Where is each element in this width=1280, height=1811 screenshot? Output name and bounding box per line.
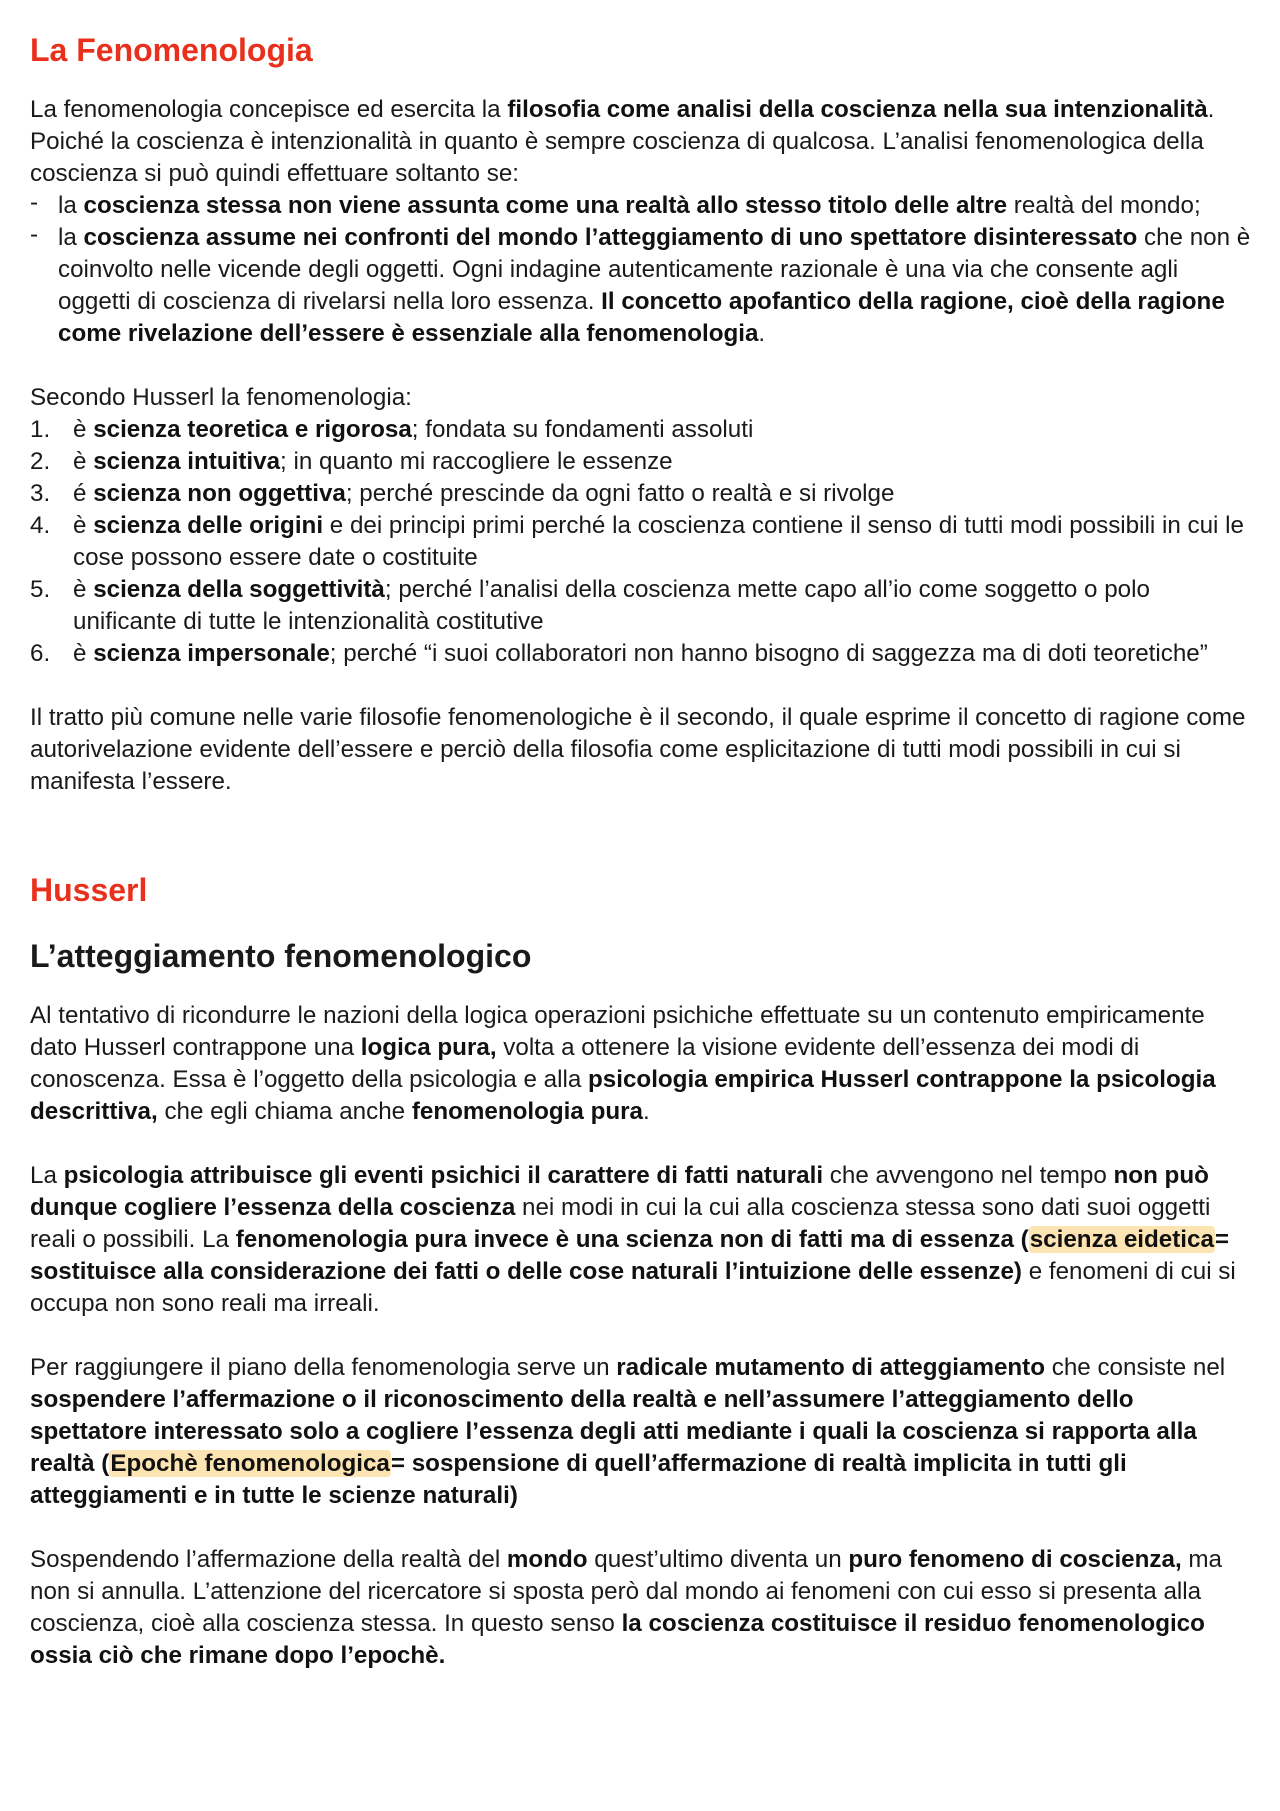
- condition-item: - la coscienza stessa non viene assunta come una realtà allo stesso titolo delle altre realtà del mondo;: [58, 190, 1255, 222]
- characteristic-text: è scienza della soggettività; perché l’analisi della coscienza mette capo all’io come soggetto o polo unificante di tutte le intenzionalità costitutive: [73, 576, 1150, 635]
- intro-paragraph: La fenomenologia concepisce ed esercita la filosofia come analisi della coscienza nella sua intenzionalità. Poiché la coscienza è intenzionalità in quanto è sempre coscienza di qualcosa. L’analisi fenomenologica della coscienza si può quindi effettuare soltanto se:: [30, 96, 1215, 187]
- characteristic-text: è scienza delle origini e dei principi primi perché la coscienza contiene il senso di tutti modi possibili in cui le cose possono essere date o costituite: [73, 512, 1244, 571]
- bold-text: logica pura,: [360, 1034, 497, 1061]
- body-paragraph: Al tentativo di ricondurre le nazioni della logica operazioni psichiche effettuate su un contenuto empiricamente dato Husserl contrappone una logica pura, volta a ottenere la visione evidente dell’essenza dei modi di conoscenza. Essa è l’oggetto della psicologia e alla psicologia empirica Husserl contrappone la psicologia descrittiva, che egli chiama anche fenomenologia pura.: [30, 1002, 1216, 1125]
- bold-text: fenomenologia pura invece è una scienza non di fatti ma di essenza (: [235, 1226, 1029, 1253]
- body-paragraph: Per raggiungere il piano della fenomenologia serve un radicale mutamento di atteggiamento che consiste nel sospendere l’affermazione o il riconoscimento della realtà e nell’assumere l’atteggiamento dello spettatore interessato solo a cogliere l’essenza degli atti mediante i quali la coscienza si rapporta alla realtà (Epochè fenomenologica= sospensione di quell’affermazione di realtà implicita in tutti gli atteggiamenti e in tutte le scienze naturali): [30, 1354, 1226, 1509]
- list-number: 1.: [30, 416, 51, 443]
- bold-text: coscienza assume nei confronti del mondo l’atteggiamento di uno spettatore disinteressato: [83, 224, 1138, 251]
- bold-text: scienza non oggettiva: [93, 480, 346, 507]
- body-paragraph: Sospendendo l’affermazione della realtà del mondo quest’ultimo diventa un puro fenomeno di coscienza, ma non si annulla. L’attenzione del ricercatore si sposta però dal mondo ai fenomeni con cui esso si presenta alla coscienza, cioè alla coscienza stessa. In questo senso la coscienza costituisce il residuo fenomenologico ossia ciò che rimane dopo l’epochè.: [30, 1546, 1223, 1669]
- characteristic-text: è scienza teoretica e rigorosa; fondata su fondamenti assoluti: [73, 416, 754, 443]
- bold-text: = sostituisce alla considerazione dei fatti o delle cose naturali l’intuizione delle essenze): [30, 1226, 1230, 1285]
- bold-text: sospendere l’affermazione o il riconoscimento della realtà e nell’assumere l’atteggiamento dello spettatore interessato solo a cogliere l’essenza degli atti mediante i quali la coscienza si rapporta alla realtà (: [30, 1386, 1197, 1477]
- list-number: 5.: [30, 576, 51, 603]
- bold-text: scienza della soggettività: [93, 576, 385, 603]
- bold-text: puro fenomeno di coscienza,: [848, 1546, 1182, 1573]
- husserl-intro-line: Secondo Husserl la fenomenologia:: [30, 384, 412, 411]
- bold-text: scienza delle origini: [93, 512, 324, 539]
- characteristic-text: é scienza non oggettiva; perché prescinde da ogni fatto o realtà e si rivolge: [73, 480, 895, 507]
- bold-text: coscienza stessa non viene assunta come una realtà allo stesso titolo delle altre: [83, 192, 1008, 219]
- list-number: 6.: [30, 640, 51, 667]
- bold-text: non può dunque cogliere l’essenza della coscienza: [30, 1162, 1209, 1221]
- bold-text: la coscienza costituisce il residuo fenomenologico ossia ciò che rimane dopo l’epochè.: [30, 1610, 1205, 1669]
- section-title-fenomenologia: La Fenomenologia: [30, 32, 313, 68]
- bold-text: = sospensione di quell’affermazione di realtà implicita in tutti gli atteggiamenti e in tutte le scienze naturali): [30, 1450, 1127, 1509]
- bold-text: scienza teoretica e rigorosa: [93, 416, 412, 443]
- bold-text: radicale mutamento di atteggiamento: [616, 1354, 1046, 1381]
- characteristic-item: [30, 414, 1255, 446]
- bold-text: scienza impersonale: [93, 640, 330, 667]
- bold-text: Il concetto apofantico della ragione, cioè della ragione come rivelazione dell’essere è essenziale alla fenomenologia: [58, 288, 1225, 347]
- body-paragraph: La psicologia attribuisce gli eventi psichici il carattere di fatti naturali che avvengono nel tempo non può dunque cogliere l’essenza della coscienza nei modi in cui la cui alla coscienza stessa sono dati suoi oggetti reali o possibili. La fenomenologia pura invece è una scienza non di fatti ma di essenza (scienza eidetica= sostituisce alla considerazione dei fatti o delle cose naturali l’intuizione delle essenze) e fenomeni di cui si occupa non sono reali ma irreali.: [30, 1162, 1236, 1317]
- list-number: 4.: [30, 512, 51, 539]
- bold-text: psicologia empirica Husserl contrappone la psicologia descrittiva,: [30, 1066, 1216, 1125]
- characteristic-item: [30, 510, 1255, 574]
- characteristic-text: è scienza impersonale; perché “i suoi collaboratori non hanno bisogno di saggezza ma di doti teoretiche”: [73, 640, 1208, 667]
- characteristic-item: [30, 446, 1255, 478]
- condition-item: - la coscienza assume nei confronti del mondo l’atteggiamento di uno spettatore disinteressato che non è coinvolto nelle vicende degli oggetti. Ogni indagine autenticamente razionale è una via che consente agli oggetti di coscienza di rivelarsi nella loro essenza. Il concetto apofantico della ragione, cioè della ragione come rivelazione dell’essere è essenziale alla fenomenologia.: [58, 222, 1255, 350]
- bold-text: fenomenologia pura: [411, 1098, 643, 1125]
- list-number: 3.: [30, 480, 51, 507]
- characteristic-text: è scienza intuitiva; in quanto mi raccogliere le essenze: [73, 448, 673, 475]
- characteristic-item: [30, 574, 1255, 638]
- bold-text: psicologia attribuisce gli eventi psichici il carattere di fatti naturali: [63, 1162, 824, 1189]
- subsection-title: L’atteggiamento fenomenologico: [30, 938, 532, 974]
- section-title-husserl: Husserl: [30, 872, 148, 908]
- characteristics-list: [30, 414, 1255, 670]
- bold-text: mondo: [506, 1546, 588, 1573]
- conditions-list: [30, 190, 1255, 350]
- highlighted-term: scienza eidetica: [1029, 1226, 1214, 1253]
- bold-text: scienza intuitiva: [93, 448, 281, 475]
- document-page: [30, 28, 1255, 1672]
- highlighted-term: Epochè fenomenologica: [110, 1450, 390, 1477]
- characteristic-item: [30, 638, 1255, 670]
- bold-text: filosofia come analisi della coscienza nella sua intenzionalità: [507, 96, 1208, 123]
- closing-paragraph: Il tratto più comune nelle varie filosofie fenomenologiche è il secondo, il quale esprime il concetto di ragione come autorivelazione evidente dell’essere e perciò della filosofia come esplicitazione di tutti modi possibili in cui si manifesta l’essere.: [30, 704, 1246, 795]
- list-number: 2.: [30, 448, 51, 475]
- characteristic-item: [30, 478, 1255, 510]
